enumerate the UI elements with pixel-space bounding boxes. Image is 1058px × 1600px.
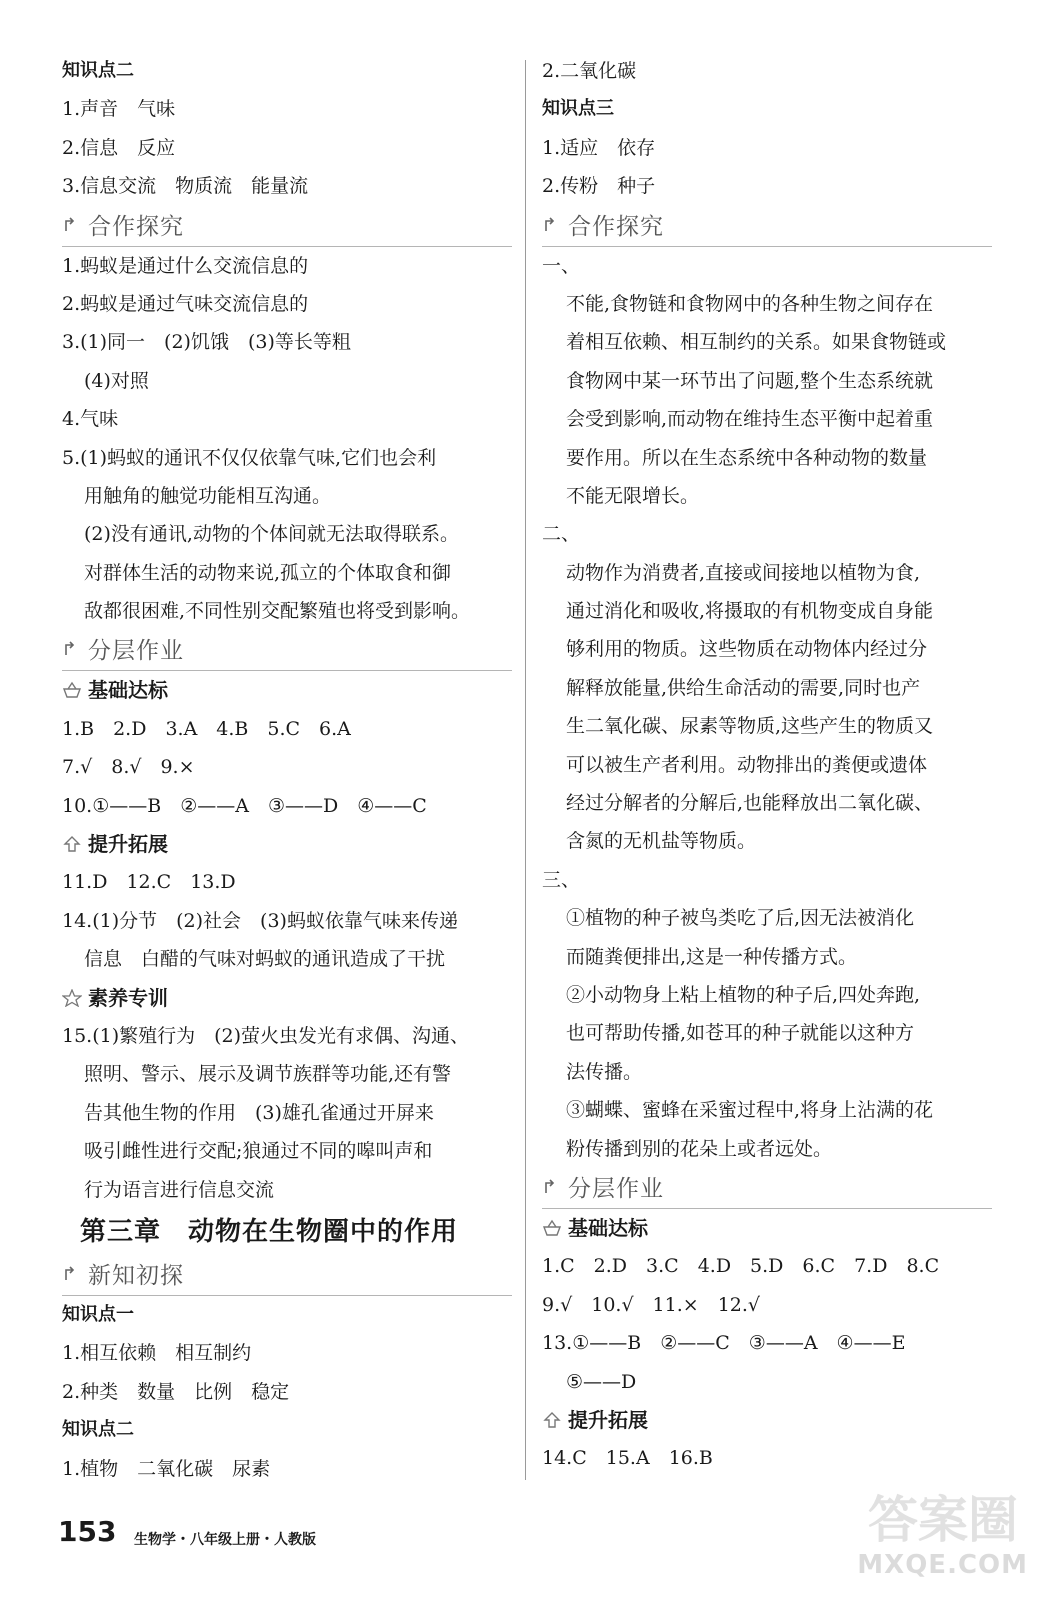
section-layered-homework [542, 1168, 992, 1209]
answer-line: 要作用。所以在生态系统中各种动物的数量 [566, 446, 928, 469]
answer-line: 2.二氧化碳 [542, 60, 637, 82]
subsection-improve [542, 1401, 992, 1439]
answer-line: (4)对照 [84, 369, 149, 392]
answer-line: 13.①——B ②——C ③——A ④——E [542, 1332, 906, 1355]
answer-line: 用触角的触觉功能相互沟通。 [84, 484, 332, 507]
answer-line: 信息 白醋的气味对蚂蚁的通讯造成了干扰 [84, 948, 446, 971]
section-title: 新知初探 [88, 1262, 184, 1289]
answer-line: 含氮的无机盐等物质。 [566, 830, 757, 853]
answer-line: 生二氧化碳、尿素等物质,这些产生的物质又 [566, 715, 934, 738]
answer-line: 1.C 2.D 3.C 4.D 5.D 6.C 7.D 8.C [542, 1255, 940, 1278]
section-title: 合作探究 [88, 213, 184, 240]
answer-line: ①植物的种子被鸟类吃了后,因无法被消化 [566, 907, 915, 930]
chapter-title: 第三章 动物在生物圈中的作用 [80, 1216, 459, 1247]
section-marker-icon [544, 217, 562, 233]
star-icon [62, 989, 82, 1007]
subsection-title: 提升拓展 [568, 1407, 648, 1432]
section-layered-homework [62, 630, 512, 671]
section-cooperative-inquiry [62, 206, 512, 247]
book-title: 生物学・八年级上册・人教版 [134, 1532, 316, 1548]
answer-line: 1.声音 气味 [62, 98, 176, 121]
section-marker-icon [64, 641, 82, 657]
page-footer [58, 1515, 558, 1565]
section-title: 合作探究 [568, 213, 664, 240]
answer-line: ②小动物身上粘上植物的种子后,四处奔跑, [566, 983, 921, 1006]
answer-line: 照明、警示、展示及调节族群等功能,还有警 [84, 1063, 452, 1086]
section-title: 分层作业 [88, 638, 184, 665]
question-number: 二、 [542, 523, 581, 546]
subsection-literacy [62, 979, 512, 1017]
answer-line: 不能无限增长。 [566, 484, 700, 507]
answer-line: 经过分解者的分解后,也能释放出二氧化碳、 [566, 792, 934, 815]
answer-line: 法传播。 [566, 1060, 643, 1083]
answer-line: 着相互依赖、相互制约的关系。如果食物链或 [566, 331, 947, 354]
section-marker-icon [64, 1266, 82, 1282]
answer-line: 通过消化和吸收,将摄取的有机物变成自身能 [566, 600, 934, 623]
basket-icon [62, 681, 82, 699]
answer-line: 不能,食物链和食物网中的各种生物之间存在 [566, 292, 934, 315]
answer-line: 行为语言进行信息交流 [84, 1178, 275, 1201]
answer-line: 够利用的物质。这些物质在动物体内经过分 [566, 638, 928, 661]
knowledge-point-heading: 知识点二 [62, 60, 134, 81]
section-marker-icon [64, 217, 82, 233]
section-marker-icon [544, 1179, 562, 1195]
answer-line: 2.信息 反应 [62, 136, 176, 159]
question-number: 三、 [542, 868, 581, 891]
answer-line: 动物作为消费者,直接或间接地以植物为食, [566, 561, 921, 584]
subsection-title: 基础达标 [568, 1215, 648, 1240]
answer-line: 3.(1)同一 (2)饥饿 (3)等长等粗 [62, 331, 351, 354]
answer-line: 解释放能量,供给生命活动的需要,同时也产 [566, 676, 921, 699]
answer-line: 而随粪便排出,这是一种传播方式。 [566, 945, 858, 968]
subsection-basic [62, 671, 512, 709]
answer-line: 3.信息交流 物质流 能量流 [62, 175, 309, 198]
answer-line: 11.D 12.C 13.D [62, 871, 236, 894]
arrow-up-icon [62, 835, 82, 853]
answer-line: 1.B 2.D 3.A 4.B 5.C 6.A [62, 717, 351, 740]
question-number: 一、 [542, 254, 581, 277]
answer-line: 2.蚂蚁是通过气味交流信息的 [62, 292, 309, 315]
answer-line: 会受到影响,而动物在维持生态平衡中起着重 [566, 408, 934, 431]
answer-line: 1.适应 依存 [542, 136, 656, 159]
answer-line: 5.(1)蚂蚁的通讯不仅仅依靠气味,它们也会利 [62, 446, 437, 469]
answer-line: 7.√ 8.√ 9.× [62, 756, 195, 779]
answer-line: 吸引雌性进行交配;狼通过不同的嗥叫声和 [84, 1140, 433, 1163]
answer-line: 2.种类 数量 比例 稳定 [62, 1380, 290, 1403]
answer-line: 粉传播到别的花朵上或者远处。 [566, 1137, 833, 1160]
basket-icon [542, 1219, 562, 1237]
answer-line: 可以被生产者利用。动物排出的粪便或遗体 [566, 753, 928, 776]
answer-line: 1.植物 二氧化碳 尿素 [62, 1457, 271, 1480]
subsection-title: 素养专训 [88, 985, 168, 1010]
subsection-title: 提升拓展 [88, 832, 168, 857]
answer-line: 14.C 15.A 16.B [542, 1447, 713, 1470]
subsection-basic [542, 1209, 992, 1247]
answer-line: 也可帮助传播,如苍耳的种子就能以这种方 [566, 1022, 915, 1045]
section-title: 分层作业 [568, 1175, 664, 1202]
answer-line: 对群体生活的动物来说,孤立的个体取食和御 [84, 561, 452, 584]
column-divider [525, 60, 526, 1480]
answer-line: 敌都很困难,不同性别交配繁殖也将受到影响。 [84, 600, 471, 623]
answer-line: 食物网中某一环节出了问题,整个生态系统就 [566, 369, 934, 392]
knowledge-point-heading: 知识点三 [542, 98, 614, 120]
watermark-logo [818, 1480, 1028, 1580]
answer-line: ⑤——D [566, 1370, 637, 1393]
answer-line: 2.传粉 种子 [542, 175, 656, 198]
answer-line: 4.气味 [62, 408, 119, 431]
answer-line: 1.相互依赖 相互制约 [62, 1342, 252, 1365]
page-number: 153 [58, 1515, 117, 1548]
answer-line: (2)没有通讯,动物的个体间就无法取得联系。 [84, 523, 459, 546]
subsection-improve [62, 825, 512, 863]
answer-line: 告其他生物的作用 (3)雄孔雀通过开屏来 [84, 1101, 434, 1124]
watermark-title: 答案圈 [868, 1491, 1018, 1549]
arrow-up-icon [542, 1411, 562, 1429]
subsection-title: 基础达标 [88, 678, 168, 703]
answer-line: ③蝴蝶、蜜蜂在采蜜过程中,将身上沾满的花 [566, 1099, 934, 1122]
section-new-knowledge [62, 1255, 512, 1296]
right-column [542, 52, 992, 1478]
section-cooperative-inquiry [542, 206, 992, 247]
answer-line: 14.(1)分节 (2)社会 (3)蚂蚁依靠气味来传递 [62, 909, 458, 932]
knowledge-point-heading: 知识点二 [62, 1419, 134, 1441]
answer-line: 1.蚂蚁是通过什么交流信息的 [62, 254, 309, 277]
left-column [62, 52, 512, 1488]
answer-line: 9.√ 10.√ 11.× 12.√ [542, 1293, 761, 1316]
watermark-url: MXQE.COM [857, 1550, 1028, 1580]
answer-line: 15.(1)繁殖行为 (2)萤火虫发光有求偶、沟通、 [62, 1024, 470, 1047]
answer-line: 10.①——B ②——A ③——D ④——C [62, 794, 427, 817]
knowledge-point-heading: 知识点一 [62, 1303, 134, 1325]
